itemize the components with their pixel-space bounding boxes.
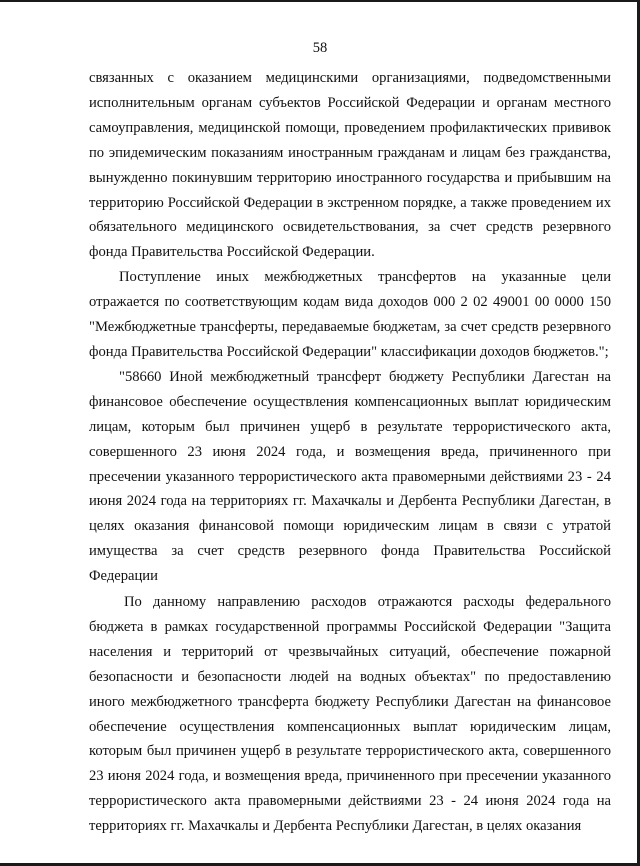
paragraph-expense-direction: По данному направлению расходов отражаются расходы федерального бюджета в рамках государственной программы Российской Федерации "Защита населения и территорий от чрезвычайных ситуаций, обеспечение пожарной безопасности и безопасности людей на водных объектах" по предоставлению иного межбюджетного трансферта бюджету Республики Дагестан на финансовое обеспечение осуществления компенсационных выплат юридическим лицам, которым был причинен ущерб в результате террористического акта, совершенного 23 июня 2024 года, и возмещения вреда, причиненного при пресечении указанного террористического акта правомерными действиями 23 - 24 июня 2024 года на территориях гг. Махачкалы и Дербента Республики Дагестан, в целях оказания bbox=[89, 594, 611, 835]
document-body bbox=[89, 66, 611, 839]
paragraph-transfer-58660: "58660 Иной межбюджетный трансферт бюджету Республики Дагестан на финансовое обеспечение осуществления компенсационных выплат юридическим лицам, которым был причинен ущерб в результате террористического акта, совершенного 23 июня 2024 года, и возмещения вреда, причиненного при пресечении указанного террористического акта правомерными действиями 23 - 24 июня 2024 года на территориях гг. Махачкалы и Дербента Республики Дагестан, в целях оказания финансовой помощи юридическим лицам в связи с утратой имущества за счет средств резервного фонда Правительства Российской Федерации bbox=[89, 368, 611, 585]
page-number: 58 bbox=[312, 40, 328, 56]
paragraph-continuation: связанных с оказанием медицинскими организациями, подведомственными исполнительным органам субъектов Российской Федерации и органам местного самоуправления, медицинской помощи, проведением профилактических прививок по эпидемическим показаниям иностранным гражданам и лицам без гражданства, вынужденно покинувшим территорию иностранного государства и прибывшим на территорию Российской Федерации в экстренном порядке, а также проведением их обязательного медицинского освидетельствования, за счет средств резервного фонда Правительства Российской Федерации. bbox=[89, 70, 611, 261]
scan-border-top bbox=[0, 0, 640, 2]
paragraph-income-receipt: Поступление иных межбюджетных трансфертов на указанные цели отражается по соответствующим кодам вида доходов 000 2 02 49001 00 0000 150 "Межбюджетные трансферты, передаваемые бюджетам, за счет средств резервного фонда Правительства Российской Федерации" классификации доходов бюджетов."; bbox=[89, 269, 611, 360]
